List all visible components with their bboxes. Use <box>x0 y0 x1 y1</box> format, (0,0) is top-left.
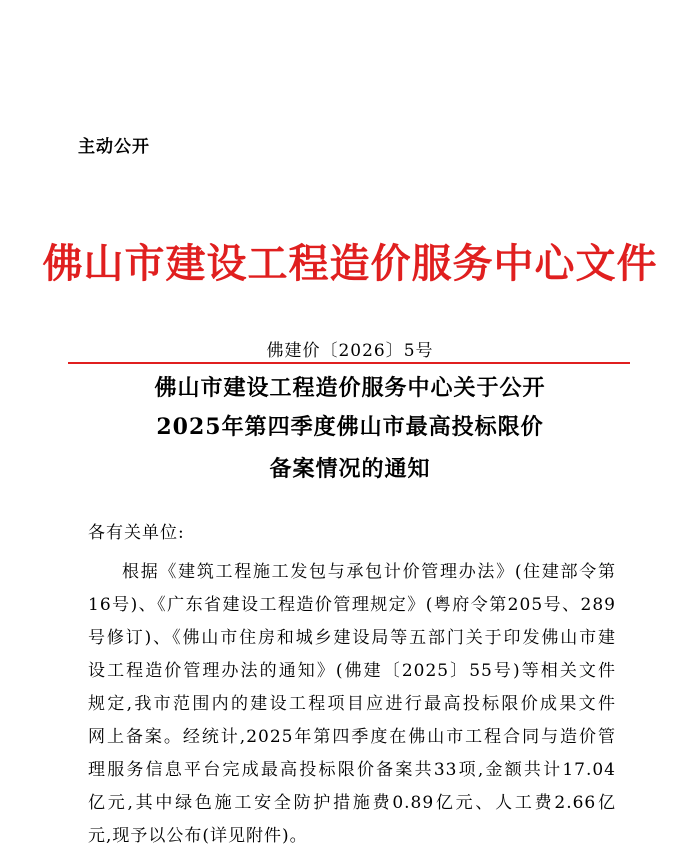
body-line-6: 网上备案。经统计,2025年第四季度在佛山市工程合同与造价管 <box>88 727 616 747</box>
issuer-heading: 佛山市建设工程造价服务中心文件 <box>42 240 658 287</box>
document-number: 佛建价〔2026〕5号 <box>266 341 434 361</box>
salutation: 各有关单位: <box>88 523 185 543</box>
body-line-9: 元,现予以公布(详见附件)。 <box>88 826 308 846</box>
red-divider-line <box>68 362 630 364</box>
notice-title-line-1: 佛山市建设工程造价服务中心关于公开 <box>154 375 546 401</box>
body-line-3: 号修订)、《佛山市住房和城乡建设局等五部门关于印发佛山市建 <box>88 628 616 648</box>
notice-title-line-3: 备案情况的通知 <box>269 456 431 482</box>
body-line-2: 16号)、《广东省建设工程造价管理规定》(粤府令第205号、289 <box>88 595 616 615</box>
disclosure-label: 主动公开 <box>78 137 150 157</box>
body-line-1: 根据《建筑工程施工发包与承包计价管理办法》(住建部令第 <box>122 562 616 582</box>
body-line-5: 规定,我市范围内的建设工程项目应进行最高投标限价成果文件 <box>88 694 616 714</box>
body-line-8: 亿元,其中绿色施工安全防护措施费0.89亿元、人工费2.66亿 <box>88 793 616 813</box>
body-line-7: 理服务信息平台完成最高投标限价备案共33项,金额共计17.04 <box>88 760 616 780</box>
body-line-4: 设工程造价管理办法的通知》(佛建〔2025〕55号)等相关文件 <box>88 661 616 681</box>
notice-title-line-2: 2025年第四季度佛山市最高投标限价 <box>156 414 544 440</box>
